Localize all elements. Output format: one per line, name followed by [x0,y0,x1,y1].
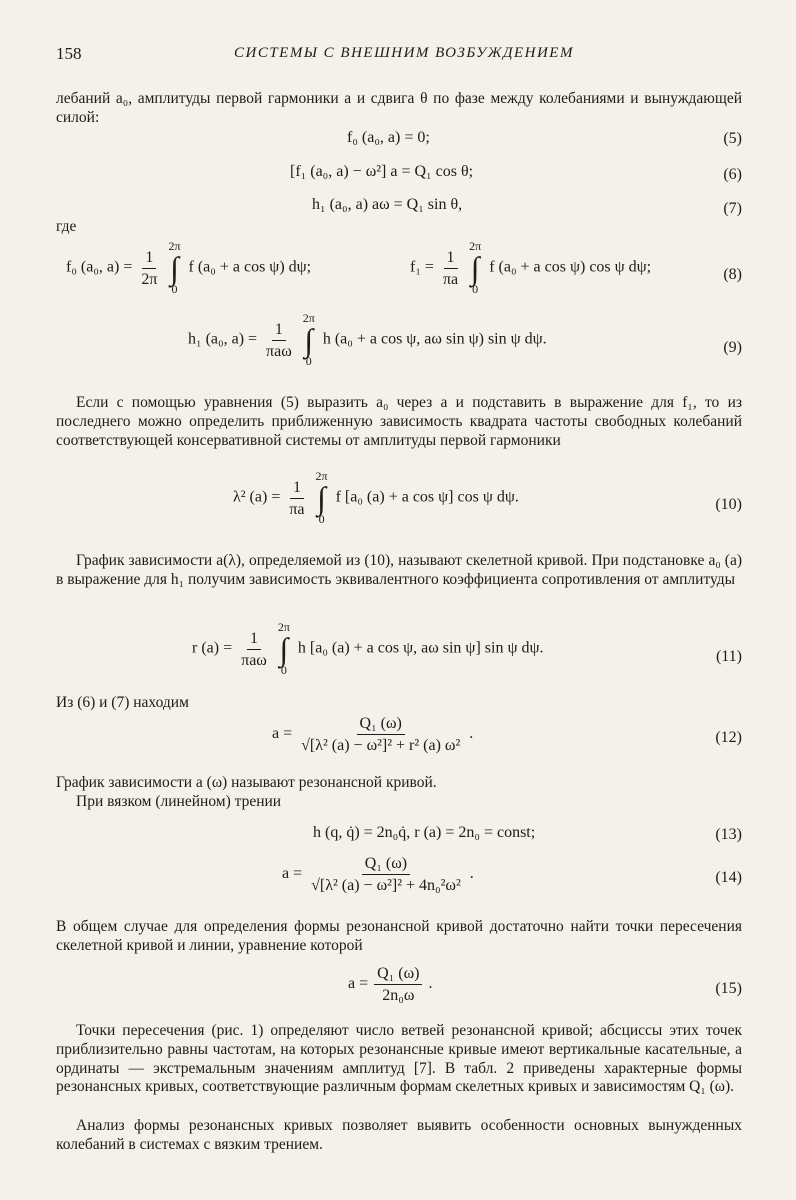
integral-symbol: ∫ [304,322,314,358]
integral-sign [316,470,328,526]
integral-upper-limit: 2π [469,239,482,253]
fraction-denominator: 2π [141,270,158,288]
equation-10 [233,470,519,526]
integral-symbol: ∫ [317,480,326,516]
fraction-denominator: πa [442,270,459,288]
fraction-denominator: √[λ² (a) − ω²]² + 4n₀²ω² [311,877,461,894]
fraction-denominator: √[λ² (a) − ω²]² + r² (a) ω² [301,737,461,754]
equation-14 [282,854,474,895]
equation-8a [66,240,311,296]
equation-11-lhs: r (a) = [192,639,233,657]
fraction-numerator: 1 [142,248,156,269]
equation-11 [192,621,543,677]
equation-12-end: . [469,725,474,743]
equation-5: f₀ (a₀, a) = 0; [347,129,430,146]
fraction-denominator: 2n₀ω [382,987,415,1004]
equation-12 [272,714,473,755]
integral-lower-limit: 0 [318,512,325,526]
equation-15-lhs: a = [348,975,369,993]
integral-upper-limit: 2π [302,311,315,325]
equation-8b-fraction [440,248,461,289]
equation-number-12: (12) [715,729,742,746]
equation-11-integrand: h [a₀ (a) + a cos ψ, aω sin ψ] sin ψ dψ. [297,639,544,657]
fraction-numerator: Q₁ (ω) [357,714,405,735]
integral-lower-limit: 0 [472,282,479,296]
equation-number-8: (8) [723,266,742,283]
equation-11-fraction [238,629,270,670]
equation-number-15: (15) [715,980,742,997]
integral-symbol: ∫ [279,631,289,667]
fraction-numerator: 1 [247,629,261,650]
equation-9 [188,312,547,368]
fraction-numerator: 1 [444,248,458,269]
integral-lower-limit: 0 [280,663,287,677]
paragraph-viscous-friction: При вязком (линейном) трении [76,793,282,810]
equation-number-5: (5) [723,130,742,147]
equation-number-6: (6) [723,166,742,183]
equation-6: [f₁ (a₀, a) − ω²] a = Q₁ cos θ; [290,163,474,180]
equation-7: h₁ (a₀, a) aω = Q₁ sin θ, [312,196,463,213]
integral-symbol: ∫ [470,250,480,286]
equation-number-7: (7) [723,200,742,217]
equation-9-integrand: h (a₀ + a cos ψ, aω sin ψ) sin ψ dψ. [322,330,547,348]
integral-symbol: ∫ [170,250,179,286]
integral-lower-limit: 0 [305,354,312,368]
equation-8a-lhs: f₀ (a₀, a) = [66,258,133,276]
paragraph-intro: лебаний a₀, амплитуды первой гармоники a и сдвига θ по фазе между колебаниями и вынуждающей силой: [56,90,742,126]
equation-12-fraction [298,714,463,755]
equation-8a-integrand: f (a₀ + a cos ψ) dψ; [188,258,312,276]
equation-8b-lhs: f₁ = [410,258,434,276]
equation-9-lhs: h₁ (a₀, a) = [188,330,258,348]
equation-number-10: (10) [715,496,742,513]
equation-number-9: (9) [723,339,742,356]
integral-upper-limit: 2π [315,469,328,483]
fraction-denominator: πaω [241,651,267,669]
equation-14-fraction [308,854,464,895]
integral-upper-limit: 2π [277,620,290,634]
paragraph-intersection-points: Точки пересечения (рис. 1) определяют число ветвей резонансной кривой; абсциссы этих точек приблизительно равны частотам, на которых резонансные кривые имеют вертикальные касательные, а ординаты — экстремальным значениям амплитуд [7]. В табл. 2 приведены характерные формы резонансных кривых, соответствующие различным формам скелетных кривых и зависимостям Q₁ (ω). [56,1022,742,1096]
equation-number-11: (11) [715,648,742,665]
equation-15 [348,964,432,1005]
where-label: где [56,218,77,235]
integral-lower-limit: 0 [171,282,178,296]
equation-15-fraction [374,964,422,1005]
equation-12-lhs: a = [272,725,293,743]
equation-10-fraction [286,478,307,519]
equation-9-fraction [263,320,295,361]
equation-8b-integrand: f (a₀ + a cos ψ) cos ψ dψ; [489,258,652,276]
page-header [56,44,756,68]
equation-10-lhs: λ² (a) = [233,488,281,506]
fraction-denominator: πaω [266,342,292,360]
integral-upper-limit: 2π [168,239,181,253]
equation-14-end: . [469,865,474,883]
integral-sign [168,240,180,296]
fraction-numerator: 1 [272,320,286,341]
integral-sign [303,312,315,368]
integral-sign [469,240,481,296]
equation-8b [410,240,651,296]
equation-13: h (q, q̇) = 2n₀q̇, r (a) = 2n₀ = const; [313,824,536,841]
fraction-numerator: 1 [290,478,304,499]
equation-10-integrand: f [a₀ (a) + a cos ψ] cos ψ dψ. [335,488,519,506]
paragraph-analysis: Анализ формы резонансных кривых позволяет выявить особенности основных вынужденных колебаний в системах с вязким трением. [56,1117,742,1153]
integral-sign [278,621,290,677]
fraction-denominator: πa [289,500,305,518]
paragraph-skeleton-curve: График зависимости a(λ), определяемой из (10), называют скелетной кривой. При подстановке a₀ (a) в выражение для h₁ получим зависимость эквивалентного коэффициента сопротивления от амплитуды [56,552,742,588]
equation-number-14: (14) [715,869,742,886]
paragraph-general-case: В общем случае для определения формы резонансной кривой достаточно найти точки пересечения скелетной кривой и линии, уравнение которой [56,918,742,954]
fraction-numerator: Q₁ (ω) [374,964,422,985]
equation-14-lhs: a = [282,865,303,883]
paragraph-from-6-7: Из (6) и (7) находим [56,694,189,711]
running-title: СИСТЕМЫ С ВНЕШНИМ ВОЗБУЖДЕНИЕМ [234,45,574,61]
fraction-numerator: Q₁ (ω) [362,854,410,875]
page-number: 158 [56,44,82,63]
equation-15-end: . [428,975,433,993]
paragraph-resonance-curve: График зависимости a (ω) называют резонансной кривой. [56,774,437,791]
equation-number-13: (13) [715,826,742,843]
paragraph-substitution: Если с помощью уравнения (5) выразить a₀ через a и подставить в выражение для f₁, то из последнего можно определить приближенную зависимость квадрата частоты свободных колебаний соответствующей консервативной системы от амплитуды первой гармоники [56,394,742,449]
equation-8a-fraction [138,248,160,289]
